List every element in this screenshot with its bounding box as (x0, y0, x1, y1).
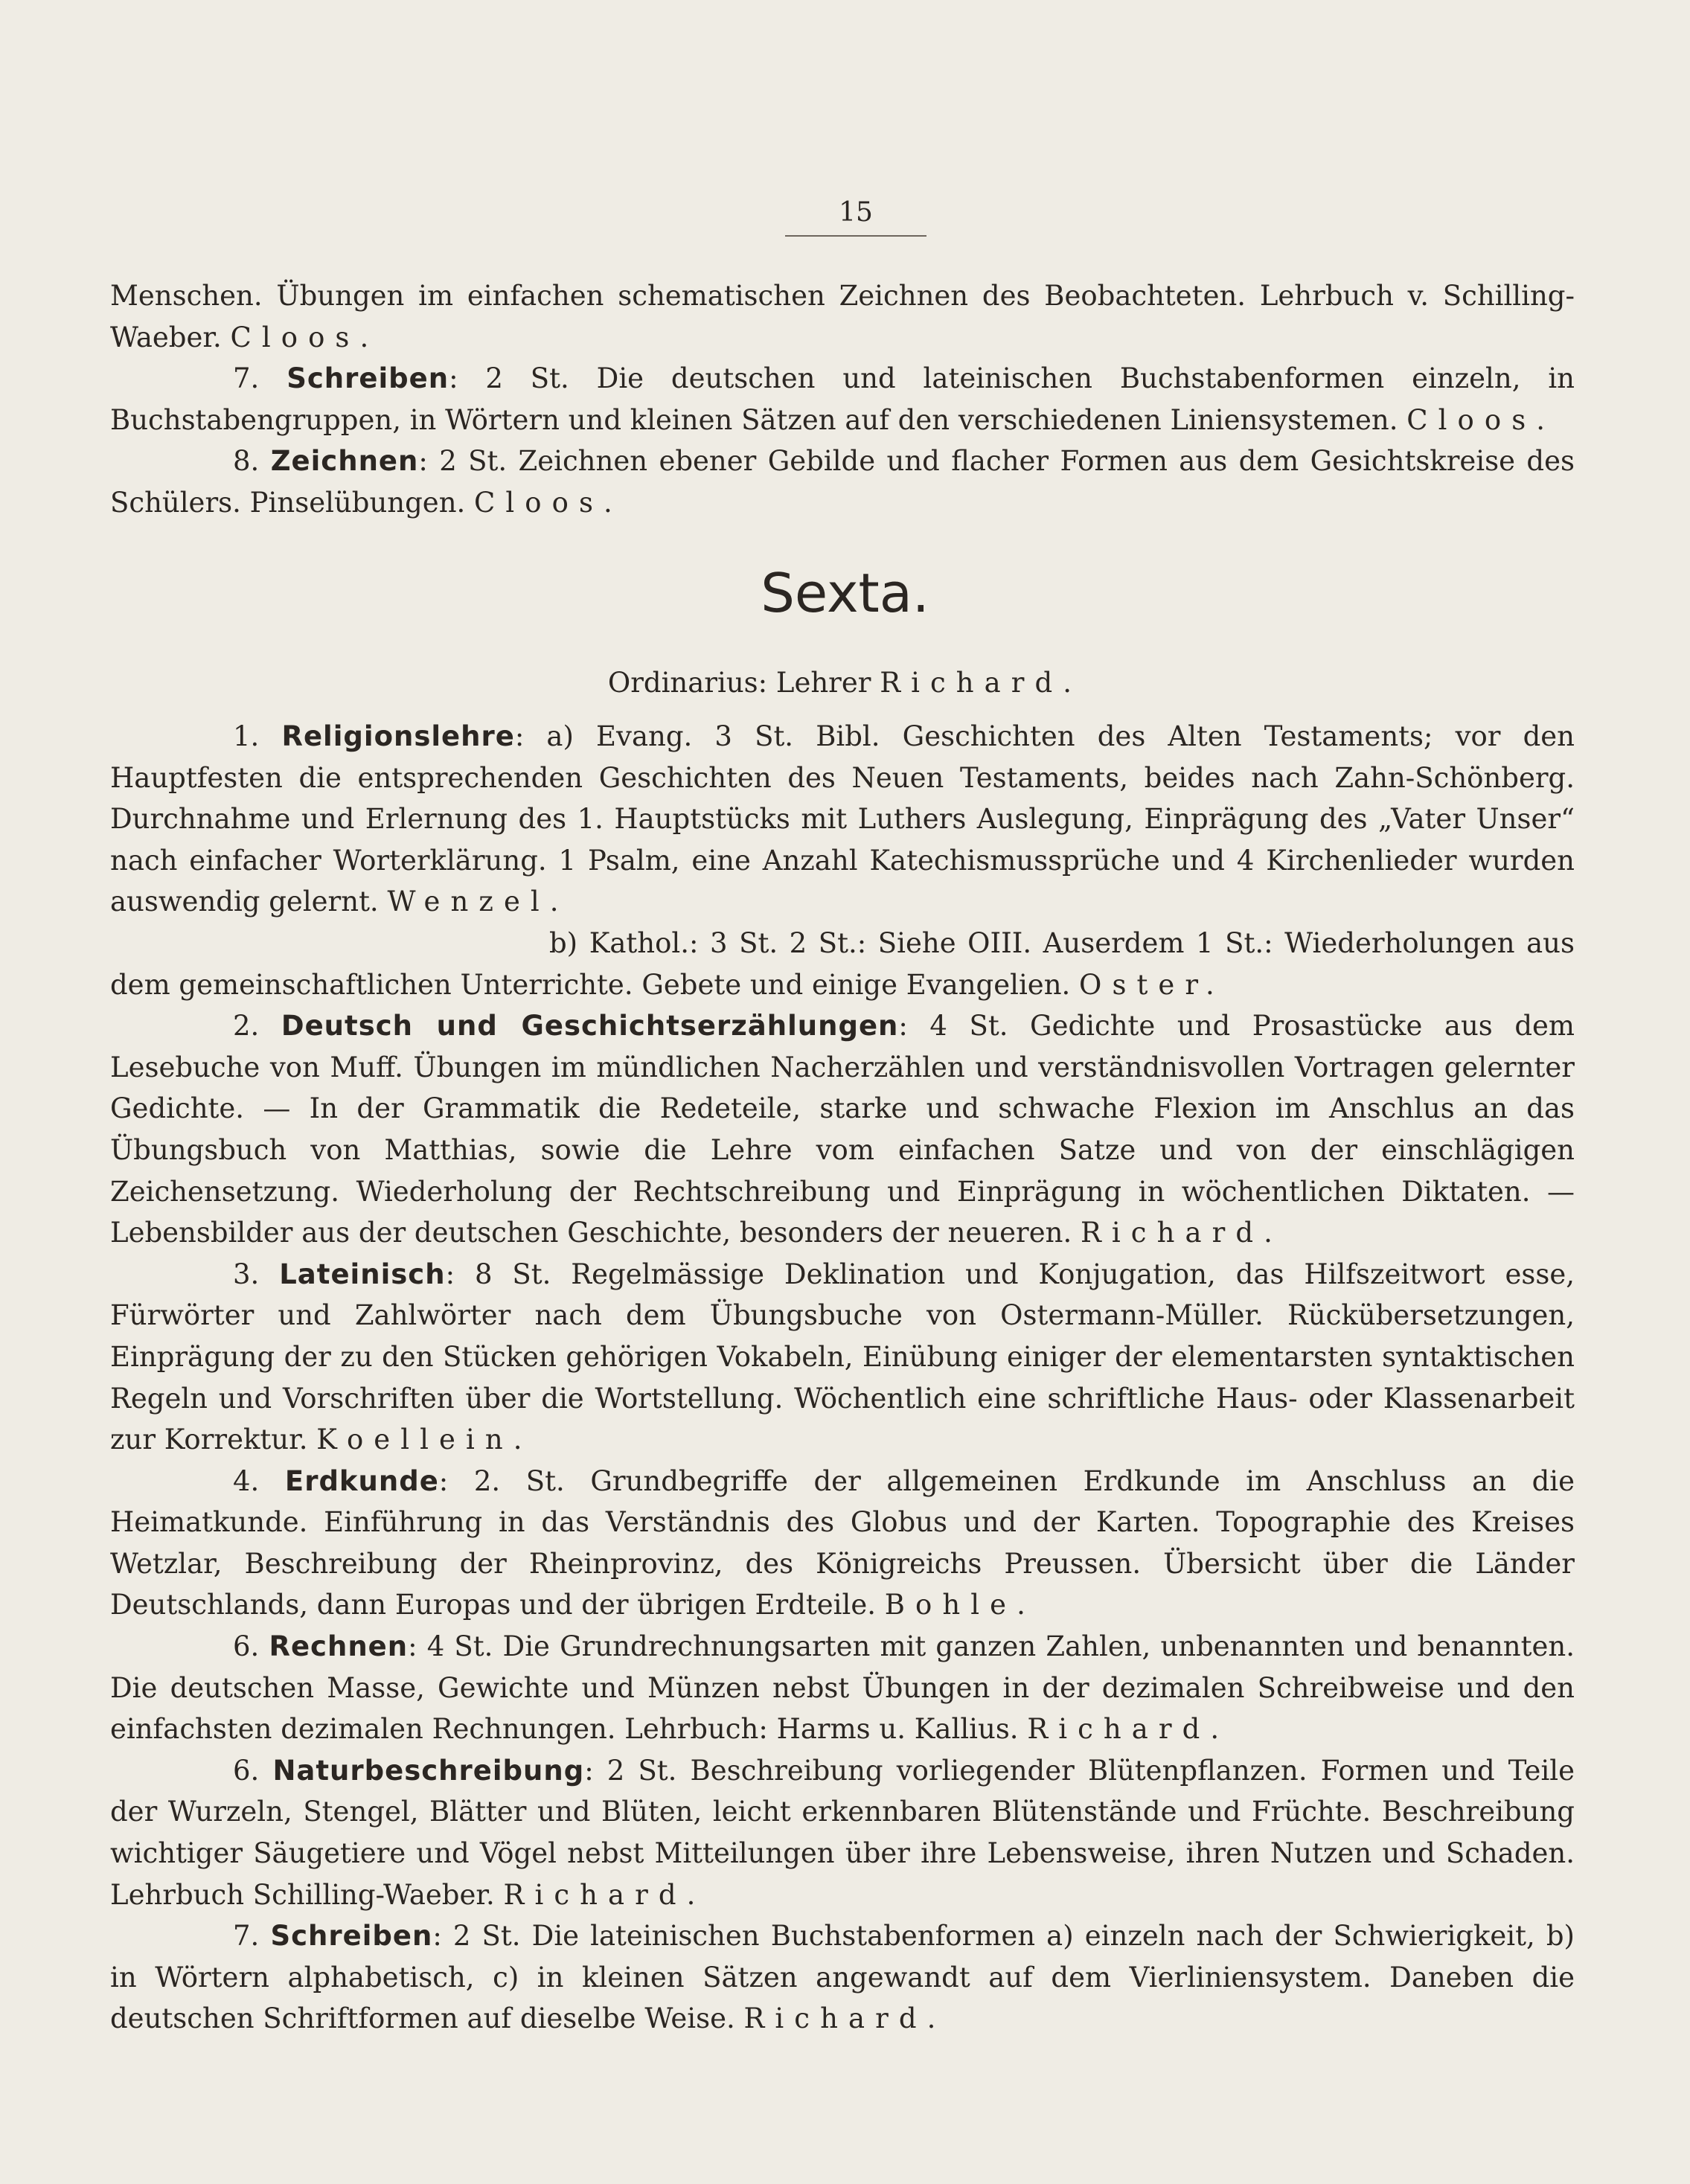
subject-text: : 2 St. Beschreibung vorliegender Blütenpflanzen. Formen und Teile der Wurzeln, Stengel, Blätter und Blüten, leicht erkennbaren Blütenstände und Früchte. Beschreibung wichtiger Säugetiere und Vögel nebst Mitteilungen über ihre Lebensweise, ihren Nutzen und Schaden. Lehrbuch Schilling-Waeber. (110, 1754, 1575, 1911)
subject-teacher: Richard. (503, 1878, 706, 1911)
intro-p3-num: 8. (233, 445, 260, 478)
intro-p2-heading: Schreiben (287, 362, 449, 395)
subject-teacher: Richard. (743, 2002, 947, 2035)
subject-number: 6. (233, 1754, 260, 1787)
section-title: Sexta. (761, 562, 929, 624)
intro-p3-text: : 2 St. Zeichnen ebener Gebilde und flacher Formen aus dem Gesichtskreise des Schülers. Pinselübungen. (110, 445, 1575, 519)
subject-teacher: Richard. (1027, 1713, 1230, 1746)
subject-teacher: Wenzel. (387, 886, 569, 918)
intro-paragraph-2 (110, 358, 1575, 441)
page-number: 15 (839, 197, 873, 228)
subject-text: : 2. St. Grundbegriffe der allgemeinen Erdkunde im Anschluss an die Heimatkunde. Einführung in das Verständnis des Globus und der Karten. Topographie des Kreises Wetzlar, Beschreibung der Rheinprovinz, des Königreichs Preussen. Übersicht über die Länder Deutschlands, dann Europas und der übrigen Erdteile. (110, 1464, 1575, 1621)
subject-religion (110, 716, 1575, 923)
subject-text: : a) Evang. 3 St. Bibl. Geschichten des Alten Testaments; vor den Hauptfesten die entsprechenden Geschichten des Neuen Testaments, beides nach Zahn-Schönberg. Durchnahme und Erlernung des 1. Hauptstücks mit Luthers Auslegung, Einprägung des „Vater Unser“ nach einfacher Worterklärung. 1 Psalm, eine Anzahl Katechismussprüche und 4 Kirchenlieder wurden auswendig gelernt. (110, 720, 1575, 918)
subject-teacher: Richard. (1081, 1217, 1283, 1249)
subject-rechnen (110, 1626, 1575, 1750)
subject-number: 2. (233, 1010, 260, 1043)
subject-text: : 4 St. Die Grundrechnungsarten mit ganzen Zahlen, unbenannten und benannten. Die deutschen Masse, Gewichte und Münzen nebst Übungen in der dezimalen Schreibweise und den einfachsten dezimalen Rechnungen. Lehrbuch: Harms u. Kallius. (110, 1630, 1575, 1746)
subject-teacher: Koellein. (316, 1424, 533, 1456)
subject-schreiben (110, 1915, 1575, 2040)
subject-heading: Erdkunde (284, 1464, 439, 1497)
page-number-rule (785, 235, 926, 237)
subject-number: 6. (233, 1630, 260, 1663)
intro-p1-text: Menschen. Übungen im einfachen schematischen Zeichnen des Beobachteten. Lehrbuch v. Schilling-Waeber. (110, 280, 1575, 353)
subject-text: : 4 St. Gedichte und Prosastücke aus dem Lesebuche von Muff. Übungen im mündlichen Nacherzählen und verständnisvollen Vortragen gelernter Gedichte. — In der Grammatik die Redeteile, starke und schwache Flexion im Anschlus an das Übungsbuch von Matthias, sowie die Lehre vom einfachen Satze und von der einschlägigen Zeichensetzung. Wiederholung der Rechtschreibung und Einprägung in wöchentlichen Diktaten. — Lebensbilder aus der deutschen Geschichte, besonders der neueren. (110, 1010, 1575, 1249)
ordinarius-name: Richard. (880, 667, 1083, 699)
subject-number: 4. (233, 1464, 260, 1497)
intro-p2-text: : 2 St. Die deutschen und lateinischen Buchstabenformen einzeln, in Buchstabengruppen, in Wörtern und kleinen Sätzen auf den verschiedenen Liniensystemen. (110, 362, 1575, 436)
subject-deutsch (110, 1005, 1575, 1254)
subject-teacher: Oster. (1079, 968, 1225, 1001)
subject-religion-catholic (110, 923, 1575, 1005)
subject-number: 7. (233, 1920, 260, 1953)
subject-naturbeschreibung (110, 1750, 1575, 1915)
subject-text: b) Kathol.: 3 St. 2 St.: Siehe OIII. Auserdem 1 St.: Wiederholungen aus dem gemeinschaftlichen Unterrichte. Gebete und einige Evangelien. (110, 926, 1575, 1001)
subject-heading: Rechnen (269, 1630, 409, 1663)
ordinarius-label: Ordinarius: Lehrer (607, 667, 880, 699)
intro-block (110, 275, 1575, 524)
intro-paragraph-1 (110, 275, 1575, 358)
subject-heading: Religionslehre (281, 720, 515, 752)
intro-p3-teacher: Cloos. (474, 486, 623, 519)
subjects-block (110, 716, 1575, 2040)
subject-heading: Lateinisch (279, 1258, 446, 1290)
subject-heading: Naturbeschreibung (272, 1754, 585, 1787)
subject-number: 1. (233, 720, 260, 752)
intro-p2-teacher: Cloos. (1406, 403, 1556, 436)
subject-latein (110, 1254, 1575, 1461)
intro-p3-heading: Zeichnen (270, 445, 419, 478)
ordinarius-line (0, 662, 1690, 704)
intro-p2-num: 7. (233, 362, 260, 395)
subject-heading: Deutsch und Geschichtserzählungen (281, 1010, 899, 1043)
subject-text: : 8 St. Regelmässige Deklination und Konjugation, das Hilfszeitwort esse, Fürwörter und Zahlwörter nach dem Übungsbuche von Ostermann-Müller. Rückübersetzungen, Einprägung der zu den Stücken gehörigen Vokabeln, Einübung einiger der elementarsten syntaktischen Regeln und Vorschriften über die Wortstellung. Wöchentlich eine schriftliche Haus- oder Klassenarbeit zur Korrektur. (110, 1258, 1575, 1456)
subject-teacher: Bohle. (884, 1589, 1036, 1621)
subject-number: 3. (233, 1258, 260, 1290)
intro-p1-teacher: Cloos. (230, 321, 380, 353)
intro-paragraph-3 (110, 441, 1575, 523)
subject-erdkunde (110, 1461, 1575, 1626)
subject-heading: Schreiben (270, 1920, 433, 1953)
subject-text: : 2 St. Die lateinischen Buchstabenformen a) einzeln nach der Schwierigkeit, b) in Wörtern alphabetisch, c) in kleinen Sätzen angewandt auf dem Vierliniensystem. Daneben die deutschen Schriftformen auf dieselbe Weise. (110, 1920, 1575, 2035)
